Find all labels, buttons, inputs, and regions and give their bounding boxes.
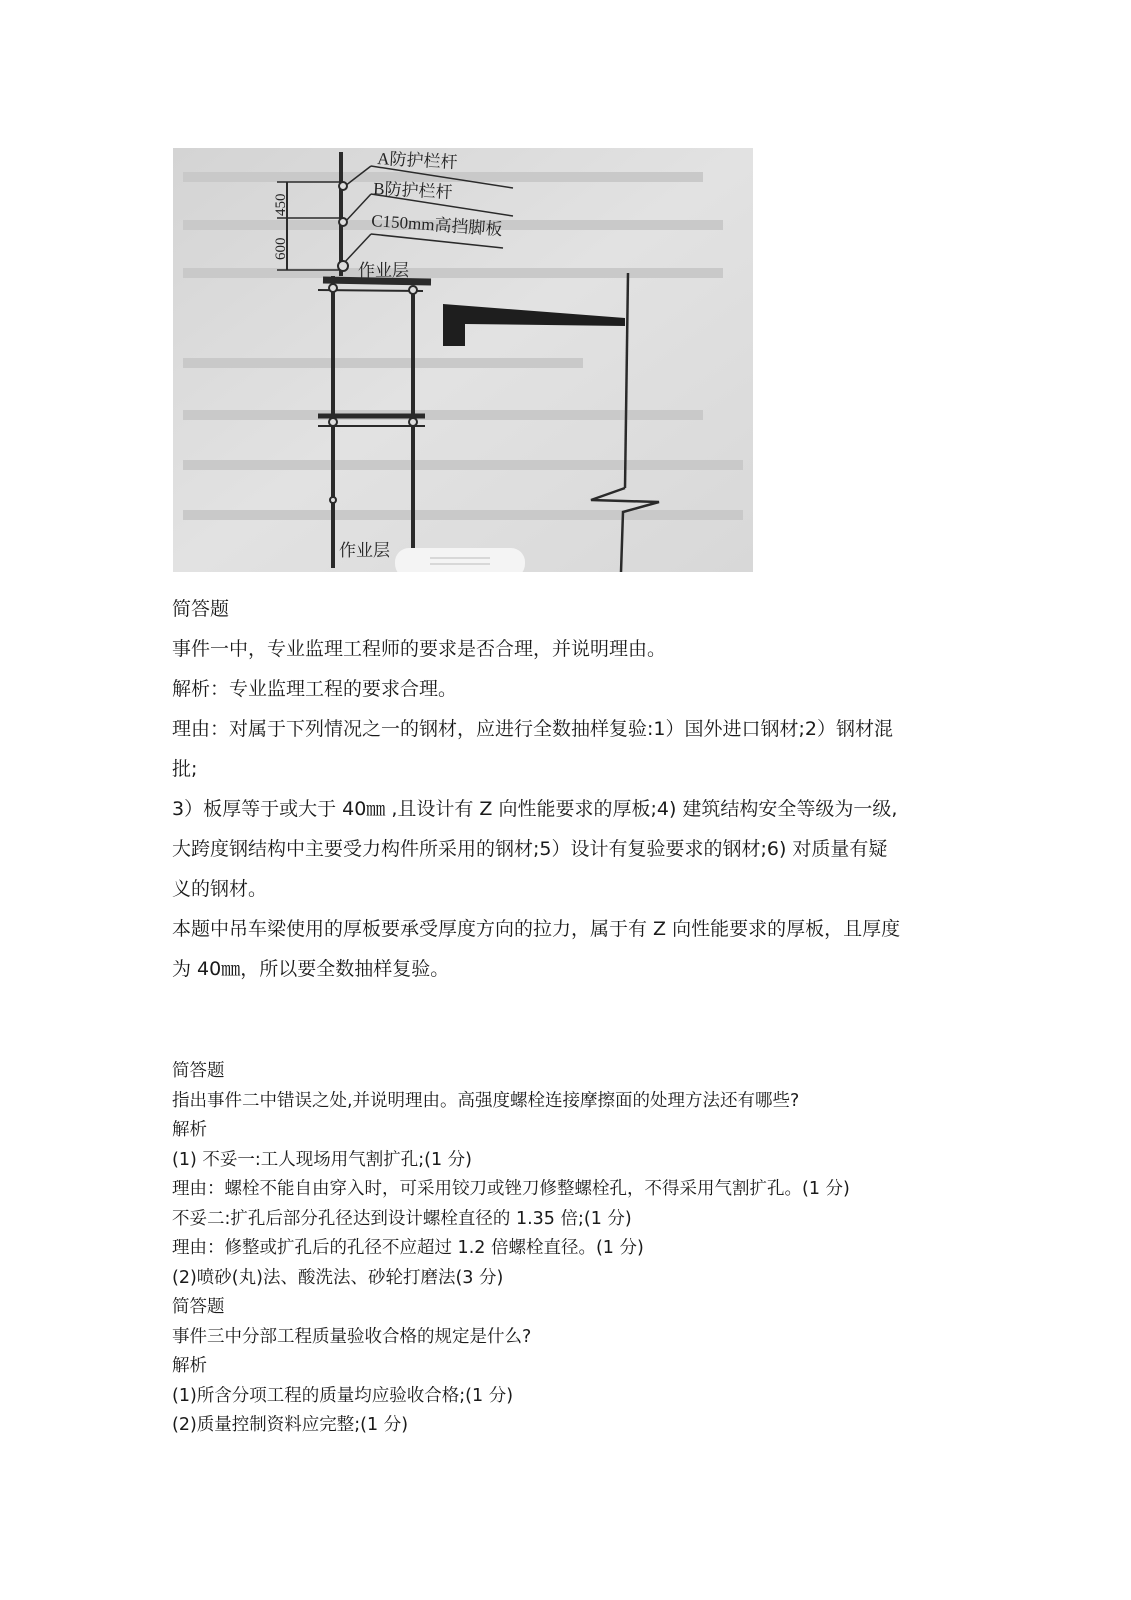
question-2-line-1: (1) 不妥一:工人现场用气割扩孔;(1 分) (172, 1149, 472, 1170)
label-c-toeboard: C150mm高挡脚板 (370, 211, 504, 240)
question-1-reason-line-2: 批; (172, 758, 198, 780)
question-3 (172, 1293, 972, 1441)
question-1-reason-line-1: 理由：对属于下列情况之一的钢材，应进行全数抽样复验:1）国外进口钢材;2）钢材混 (172, 718, 893, 740)
question-1-answer: 解析：专业监理工程的要求合理。 (172, 678, 458, 700)
question-3-analysis-label: 解析 (172, 1356, 207, 1376)
question-3-line-2: (2)质量控制资料应完整;(1 分) (172, 1415, 409, 1435)
question-2-line-2: 理由：螺栓不能自由穿入时，可采用铰刀或锉刀修整螺栓孔，不得采用气割扩孔。(1 分) (172, 1179, 850, 1199)
question-2-line-3: 不妥二:扩孔后部分孔径达到设计螺栓直径的 1.35 倍;(1 分) (172, 1208, 632, 1229)
label-work-level-top: 作业层 (358, 261, 409, 280)
scaffold-diagram-photo (173, 148, 753, 572)
label-work-level-bottom: 作业层 (339, 541, 390, 560)
question-3-type: 简答题 (172, 1297, 225, 1317)
question-3-line-1: (1)所含分项工程的质量均应验收合格;(1 分) (172, 1385, 514, 1406)
question-2-analysis-label: 解析 (172, 1120, 207, 1140)
question-1-note-line-1: 本题中吊车梁使用的厚板要承受厚度方向的拉力，属于有 Z 向性能要求的厚板，且厚度 (172, 918, 901, 940)
question-2-line-5: (2)喷砂(丸)法、酸洗法、砂轮打磨法(3 分) (172, 1267, 504, 1288)
label-a-guardrail: A防护栏杆 (376, 149, 458, 173)
photo-overlay-tab (395, 548, 525, 572)
dimension-600: 600 (273, 237, 289, 260)
question-1-item-line-1: 3）板厚等于或大于 40㎜ ,且设计有 Z 向性能要求的厚板;4) 建筑结构安全等级为一级, (172, 798, 898, 820)
question-2-type: 简答题 (172, 1061, 225, 1081)
question-3-text: 事件三中分部工程质量验收合格的规定是什么? (172, 1326, 532, 1347)
dimension-450: 450 (273, 193, 289, 216)
label-b-guardrail: B防护栏杆 (372, 179, 454, 203)
question-1-text: 事件一中，专业监理工程师的要求是否合理，并说明理由。 (172, 638, 667, 660)
question-1-item-line-3: 义的钢材。 (172, 878, 268, 900)
question-2 (172, 1057, 972, 1293)
question-2-text: 指出事件二中错误之处,并说明理由。高强度螺栓连接摩擦面的处理方法还有哪些? (172, 1090, 800, 1111)
question-1 (172, 589, 972, 989)
scaffold-diagram (173, 148, 753, 572)
top-work-platform (323, 280, 431, 282)
question-1-type: 简答题 (172, 598, 230, 620)
question-1-note-line-2: 为 40㎜，所以要全数抽样复验。 (172, 958, 450, 980)
question-1-item-line-2: 大跨度钢结构中主要受力构件所采用的钢材;5）设计有复验要求的钢材;6) 对质量有疑 (172, 838, 888, 860)
question-2-line-4: 理由：修整或扩孔后的孔径不应超过 1.2 倍螺栓直径。(1 分) (172, 1238, 644, 1258)
